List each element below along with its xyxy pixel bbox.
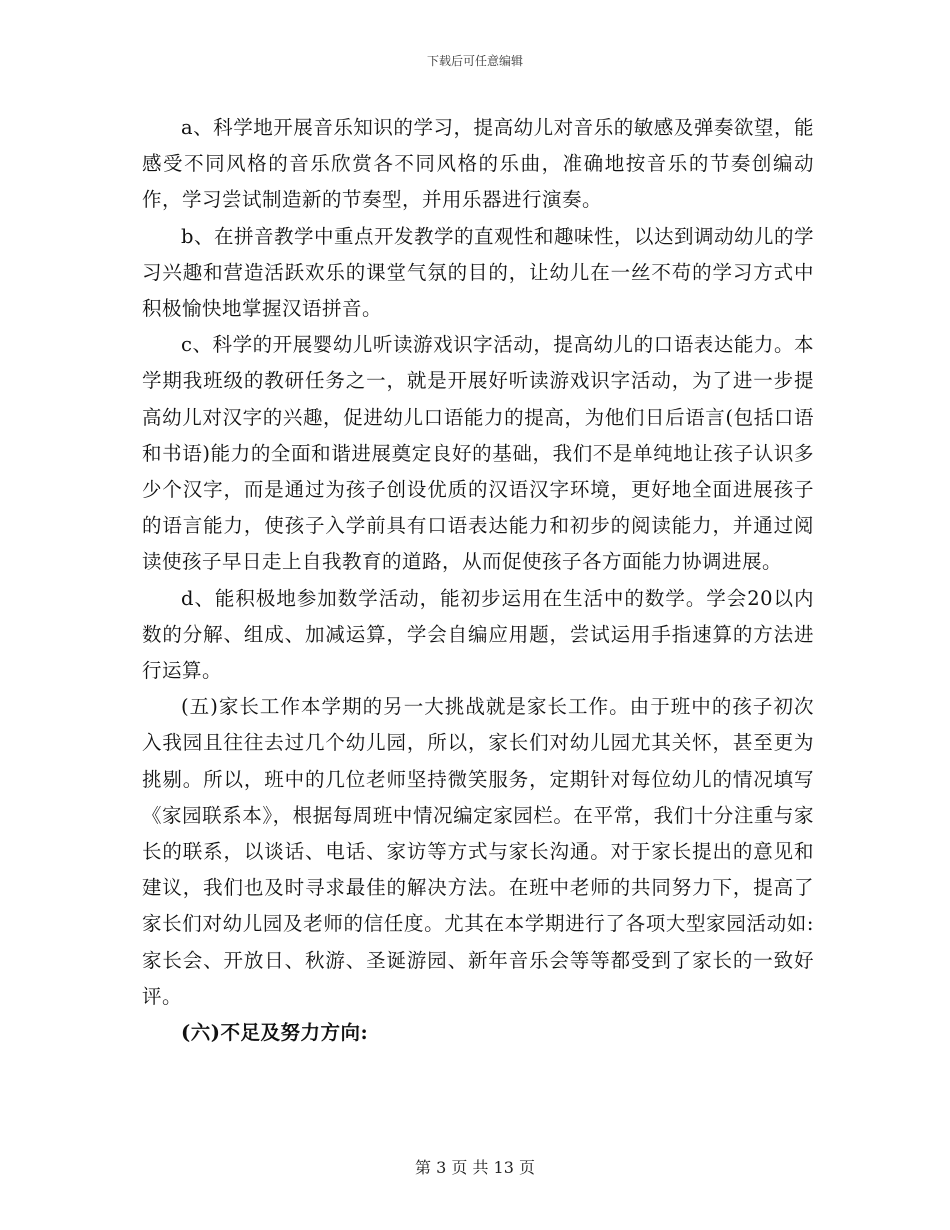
document-body bbox=[142, 110, 814, 1051]
paragraph-math: d、能积极地参加数学活动，能初步运用在生活中的数学。学会20以内数的分解、组成、加减运算，学会自编应用题，尝试运用手指速算的方法进行运算。 bbox=[142, 586, 814, 683]
paragraph-literacy: c、科学的开展婴幼儿听读游戏识字活动，提高幼儿的口语表达能力。本学期我班级的教研任务之一，就是开展好听读游戏识字活动，为了进一步提高幼儿对汉字的兴趣，促进幼儿口语能力的提高，为他们日后语言(包括口语和书语)能力的全面和谐进展奠定良好的基础，我们不是单纯地让孩子认识多少个汉字，而是通过为孩子创设优质的汉语汉字环境，更好地全面进展孩子的语言能力，使孩子入学前具有口语表达能力和初步的阅读能力，并通过阅读使孩子早日走上自我教育的道路，从而促使孩子各方面能力协调进展。 bbox=[142, 333, 814, 574]
page-number: 第 3 页 共 13 页 bbox=[415, 1158, 535, 1177]
paragraph-pinyin: b、在拼音教学中重点开发教学的直观性和趣味性，以达到调动幼儿的学习兴趣和营造活跃欢乐的课堂气氛的目的，让幼儿在一丝不苟的学习方式中积极愉快地掌握汉语拼音。 bbox=[142, 224, 814, 321]
paragraph-parent-work: (五)家长工作本学期的另一大挑战就是家长工作。由于班中的孩子初次入我园且往往去过几个幼儿园，所以，家长们对幼儿园尤其关怀，甚至更为挑剔。所以，班中的几位老师坚持微笑服务，定期针对每位幼儿的情况填写《家园联系本》，根据每周班中情况编定家园栏。在平常，我们十分注重与家长的联系，以谈话、电话、家访等方式与家长沟通。对于家长提出的意见和建议，我们也及时寻求最佳的解决方法。在班中老师的共同努力下，提高了家长们对幼儿园及老师的信任度。尤其在本学期进行了各项大型家园活动如:家长会、开放日、秋游、圣诞游园、新年音乐会等等都受到了家长的一致好评。 bbox=[142, 695, 814, 1008]
paragraph-music: a、科学地开展音乐知识的学习，提高幼儿对音乐的敏感及弹奏欲望，能感受不同风格的音乐欣赏各不同风格的乐曲，准确地按音乐的节奏创编动作，学习尝试制造新的节奏型，并用乐器进行演奏。 bbox=[142, 116, 814, 212]
page-header: 下载后可任意编辑 bbox=[426, 54, 523, 68]
section-heading-shortcomings: (六)不足及努力方向: bbox=[181, 1021, 369, 1045]
